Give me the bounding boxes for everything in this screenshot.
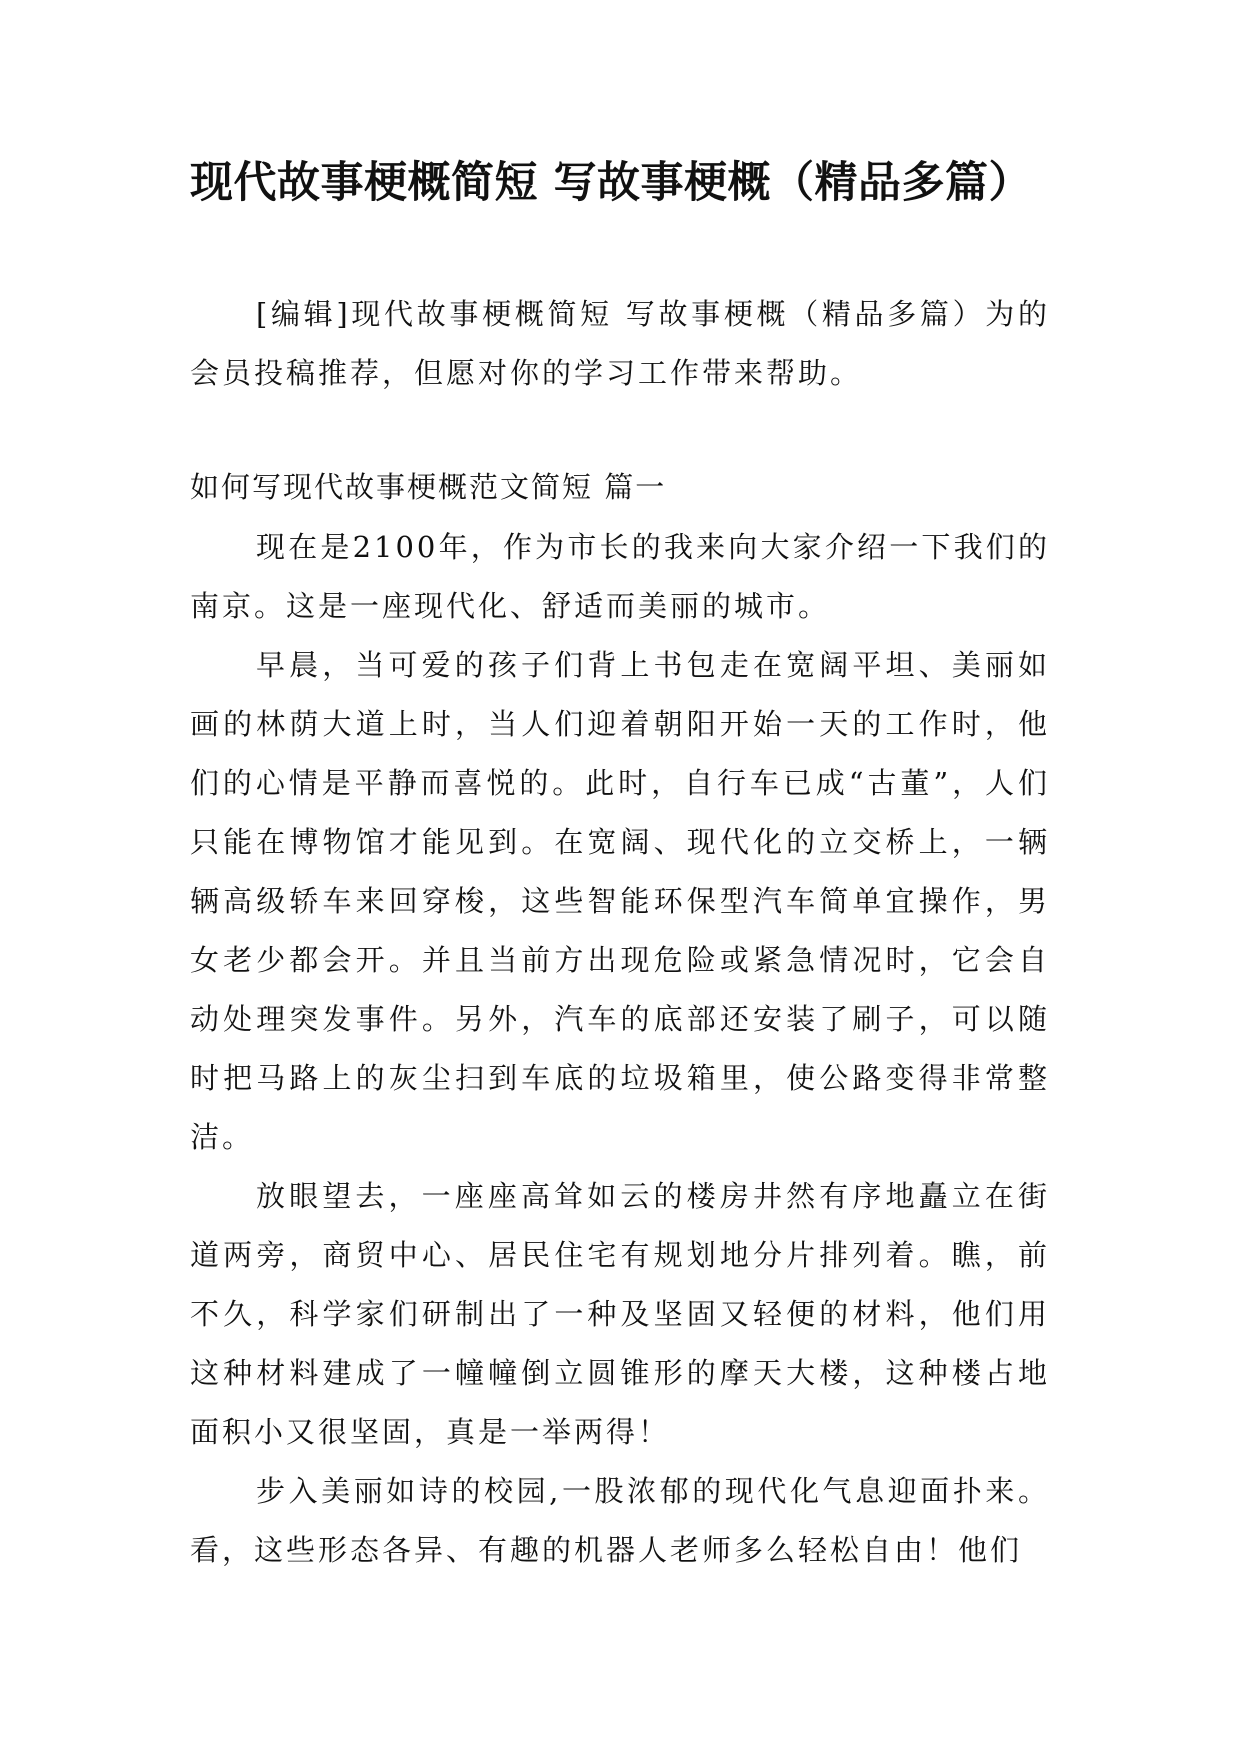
article-body — [190, 518, 1050, 1580]
body-paragraph-4: 步入美丽如诗的校园,一股浓郁的现代化气息迎面扑来。看，这些形态各异、有趣的机器人老师多么轻松自由！他们 — [190, 1474, 1050, 1567]
intro-paragraph: [编辑]现代故事梗概简短 写故事梗概（精品多篇）为的会员投稿推荐，但愿对你的学习工作带来帮助。 — [190, 297, 1050, 390]
section-heading: 如何写现代故事梗概范文简短 篇一 — [190, 470, 667, 504]
body-paragraph-1: 现在是2100年，作为市长的我来向大家介绍一下我们的南京。这是一座现代化、舒适而美丽的城市。 — [190, 530, 1050, 623]
document-title: 现代故事梗概简短 写故事梗概（精品多篇） — [190, 158, 1032, 208]
body-paragraph-3: 放眼望去，一座座高耸如云的楼房井然有序地矗立在街道两旁，商贸中心、居民住宅有规划地分片排列着。瞧，前不久，科学家们研制出了一种及坚固又轻便的材料，他们用这种材料建成了一幢幢倒立圆锥形的摩天大楼，这种楼占地面积小又很坚固，真是一举两得！ — [190, 1179, 1050, 1449]
body-paragraph-2: 早晨，当可爱的孩子们背上书包走在宽阔平坦、美丽如画的林荫大道上时，当人们迎着朝阳开始一天的工作时，他们的心情是平静而喜悦的。此时，自行车已成“古董”，人们只能在博物馆才能见到。在宽阔、现代化的立交桥上，一辆辆高级轿车来回穿梭，这些智能环保型汽车简单宜操作，男女老少都会开。并且当前方出现危险或紧急情况时，它会自动处理突发事件。另外，汽车的底部还安装了刷子，可以随时把马路上的灰尘扫到车底的垃圾箱里，使公路变得非常整洁。 — [190, 648, 1050, 1154]
